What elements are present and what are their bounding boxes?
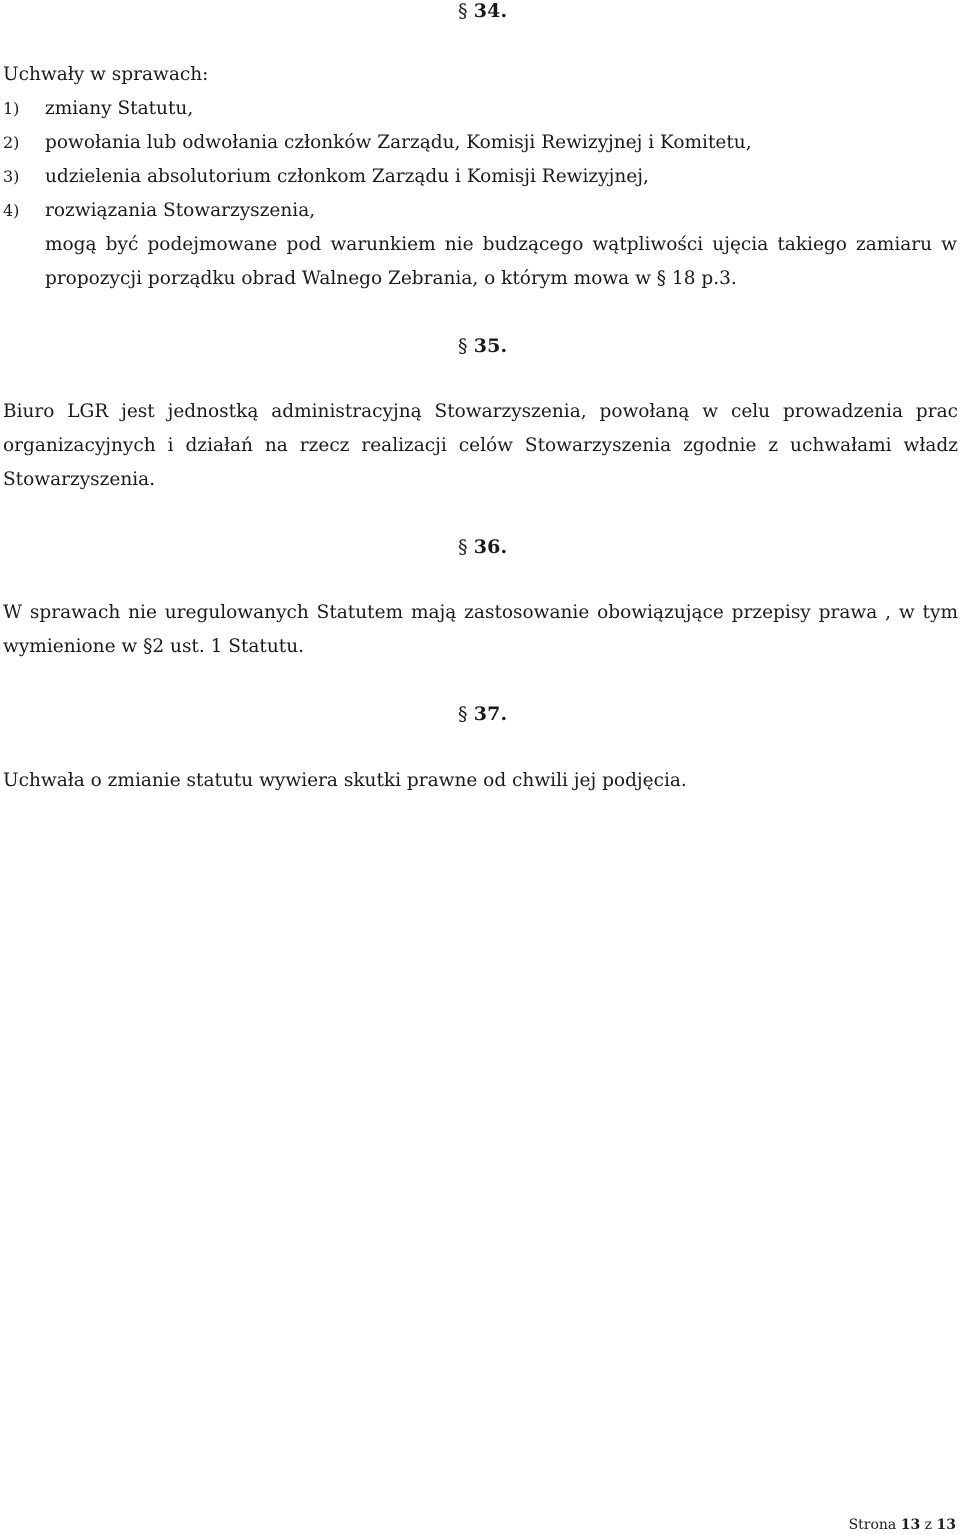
s34-item-4-text: rozwiązania Stowarzyszenia, — [45, 200, 316, 221]
section-heading-36 — [458, 536, 507, 558]
page-footer — [849, 1517, 956, 1533]
section-sign: § — [458, 0, 468, 22]
s34-item-1-number: 1) — [3, 99, 20, 118]
section-number: 37. — [473, 703, 508, 725]
section-number: 34. — [473, 0, 508, 22]
s34-item-4-number: 4) — [3, 201, 20, 220]
s34-item-3-number: 3) — [3, 167, 20, 186]
section-heading-34 — [458, 0, 507, 22]
s34-item-1-text: zmiany Statutu, — [45, 98, 194, 119]
section-heading-35 — [458, 335, 507, 357]
s34-item-3-text: udzielenia absolutorium członkom Zarządu i Komisji Rewizyjnej, — [45, 166, 649, 187]
section-heading-37 — [458, 703, 507, 725]
footer-separator: z — [924, 1517, 933, 1533]
s34-intro: Uchwały w sprawach: — [3, 64, 209, 85]
footer-current-page: 13 — [900, 1517, 921, 1533]
s36-paragraph: W sprawach nie uregulowanych Statutem mają zastosowanie obowiązujące przepisy prawa , w tym wymienione w §2 ust. 1 Statutu. — [3, 602, 958, 657]
s37-paragraph: Uchwała o zmianie statutu wywiera skutki prawne od chwili jej podjęcia. — [3, 770, 687, 791]
section-number: 36. — [473, 536, 508, 558]
section-sign: § — [458, 703, 468, 725]
section-number: 35. — [473, 335, 508, 357]
s35-paragraph: Biuro LGR jest jednostką administracyjną Stowarzyszenia, powołaną w celu prowadzenia prac organizacyjnych i działań na rzecz realizacji celów Stowarzyszenia zgodnie z uchwałami władz Stowarzyszenia. — [3, 401, 958, 490]
section-sign: § — [458, 536, 468, 558]
footer-prefix: Strona — [848, 1517, 897, 1533]
section-sign: § — [458, 335, 468, 357]
s34-item-2-number: 2) — [3, 133, 20, 152]
s34-continuation: mogą być podejmowane pod warunkiem nie budzącego wątpliwości ujęcia takiego zamiaru w propozycji porządku obrad Walnego Zebrania, o którym mowa w § 18 p.3. — [45, 234, 957, 289]
s34-item-2-text: powołania lub odwołania członków Zarządu, Komisji Rewizyjnej i Komitetu, — [45, 132, 752, 153]
footer-total-pages: 13 — [936, 1517, 956, 1533]
